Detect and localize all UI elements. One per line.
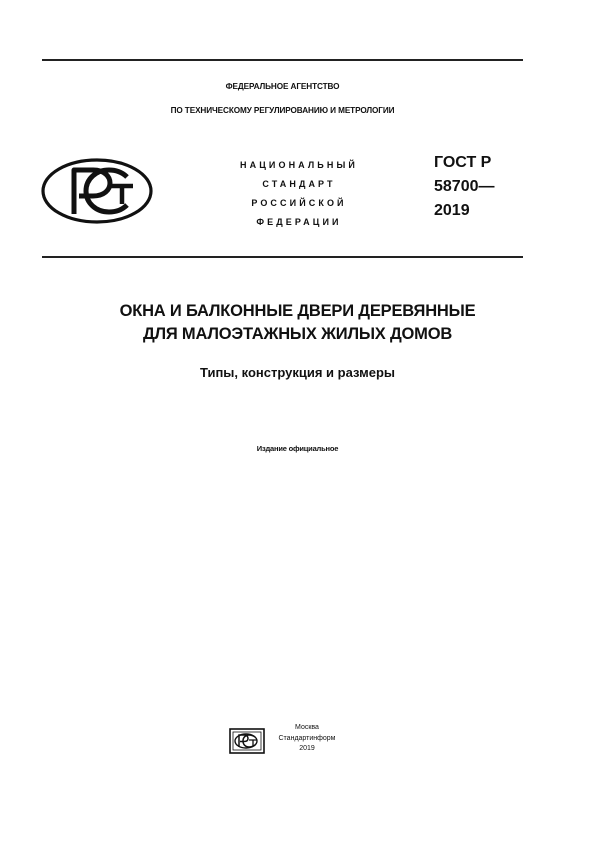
designation-line-3: 2019 — [434, 202, 470, 219]
header-bottom-rule — [42, 256, 523, 258]
standartinform-logo-icon — [229, 728, 265, 754]
standard-designation — [434, 151, 495, 223]
standard-type-line-4: ФЕДЕРАЦИИ — [256, 217, 342, 227]
agency-name-line-2: ПО ТЕХНИЧЕСКОМУ РЕГУЛИРОВАНИЮ И МЕТРОЛОГИИ — [170, 106, 395, 115]
designation-line-2: 58700— — [434, 178, 495, 195]
gost-rst-logo-icon — [41, 158, 153, 224]
imprint-block — [262, 723, 352, 755]
standard-type-line-2: СТАНДАРТ — [262, 179, 336, 189]
agency-name-line-1: ФЕДЕРАЛЬНОЕ АГЕНТСТВО — [225, 82, 340, 91]
imprint-publisher: Стандартинформ — [278, 734, 336, 742]
title-line-1: ОКНА И БАЛКОННЫЕ ДВЕРИ ДЕРЕВЯННЫЕ — [119, 302, 476, 320]
standard-type-line-1: НАЦИОНАЛЬНЫЙ — [240, 160, 358, 170]
edition-note: Издание официальное — [256, 444, 339, 453]
standard-type-line-3: РОССИЙСКОЙ — [251, 198, 347, 208]
top-rule — [42, 59, 523, 61]
imprint-year: 2019 — [299, 745, 315, 752]
document-title — [42, 300, 553, 346]
designation-line-1: ГОСТ Р — [434, 154, 492, 171]
standard-type-block — [215, 156, 383, 232]
title-line-2: ДЛЯ МАЛОЭТАЖНЫХ ЖИЛЫХ ДОМОВ — [142, 325, 453, 343]
document-subtitle: Типы, конструкция и размеры — [200, 365, 395, 380]
imprint-city: Москва — [295, 724, 319, 731]
